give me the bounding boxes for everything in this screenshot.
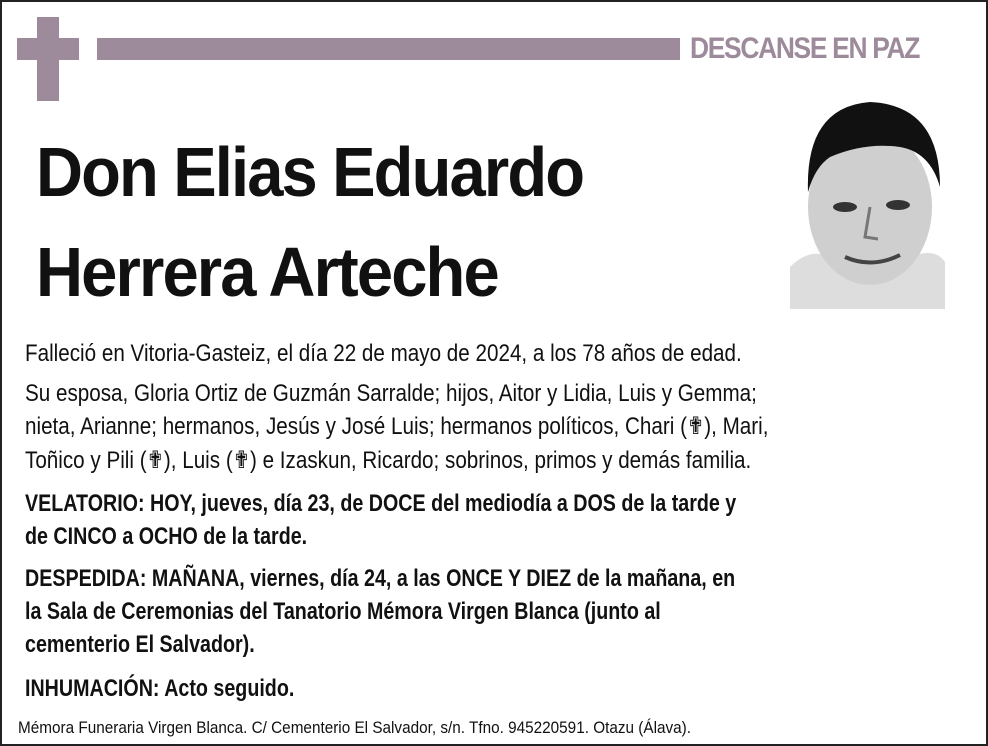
velatorio-line: VELATORIO: HOY, jueves, día 23, de DOCE del mediodía a DOS de la tarde y: [25, 490, 737, 517]
death-info: Falleció en Vitoria-Gasteiz, el día 22 de mayo de 2024, a los 78 años de edad.: [25, 340, 742, 367]
header-bar: [97, 38, 680, 60]
despedida-line: la Sala de Ceremonias del Tanatorio Mémora Virgen Blanca (junto al: [25, 598, 661, 625]
tagline: DESCANSE EN PAZ: [690, 32, 920, 65]
cross-icon-arm: [17, 38, 79, 60]
family-line: nieta, Arianne; hermanos, Jesús y José Luis; hermanos políticos, Chari (✟), Mari,: [25, 413, 769, 440]
velatorio-line: de CINCO a OCHO de la tarde.: [25, 523, 308, 550]
family-line: Su esposa, Gloria Ortiz de Guzmán Sarralde; hijos, Aitor y Lidia, Luis y Gemma;: [25, 380, 757, 407]
despedida-line: cementerio El Salvador).: [25, 631, 255, 658]
portrait-photo: [790, 97, 945, 309]
despedida-line: DESPEDIDA: MAÑANA, viernes, día 24, a las ONCE Y DIEZ de la mañana, en: [25, 565, 736, 592]
funeral-home-footer: Mémora Funeraria Virgen Blanca. C/ Cementerio El Salvador, s/n. Tfno. 945220591. Otazu (Álava).: [18, 718, 691, 737]
deceased-name-line1: Don Elias Eduardo: [36, 133, 584, 211]
family-line: Toñico y Pili (✟), Luis (✟) e Izaskun, Ricardo; sobrinos, primos y demás familia.: [25, 447, 752, 474]
deceased-name-line2: Herrera Arteche: [36, 233, 498, 311]
inhumacion-line: INHUMACIÓN: Acto seguido.: [25, 675, 295, 702]
